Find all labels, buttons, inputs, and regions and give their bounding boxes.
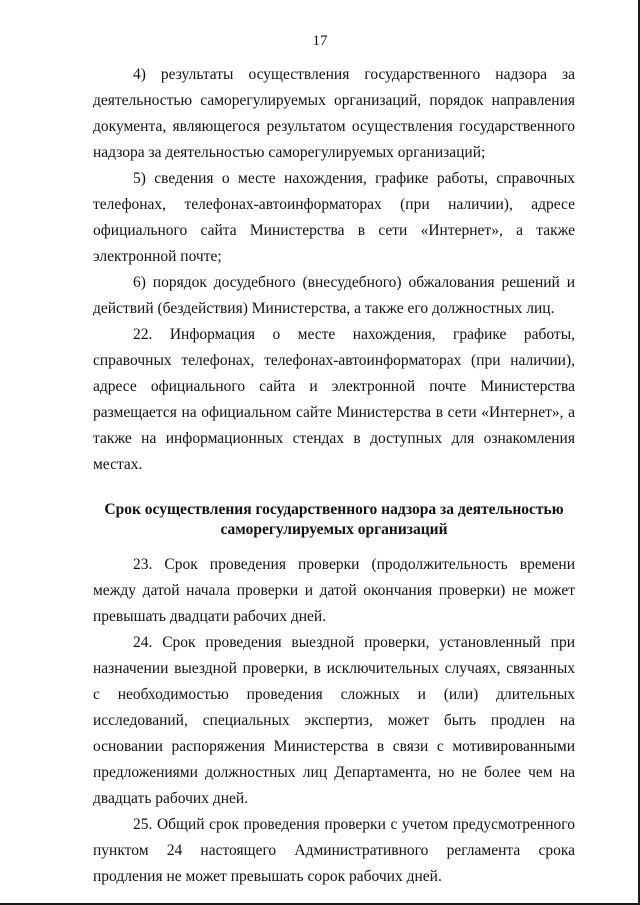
paragraph-23: 23. Срок проведения проверки (продолжительность времени между датой начала проверки и датой окончания проверки) не может превышать двадцати рабочих дней. (93, 556, 575, 625)
section-heading: Срок осуществления государственного надзора за деятельностью саморегулируемых организаций (104, 501, 564, 538)
document-body (93, 62, 575, 890)
paragraph-item-6: 6) порядок досудебного (внесудебного) обжалования решений и действий (бездействия) Министерства, а также его должностных лиц. (93, 274, 575, 317)
paragraph-item-4: 4) результаты осуществления государственного надзора за деятельностью саморегулируемых организаций, порядок направления документа, являющегося результатом осуществления государственного надзора за деятельностью саморегулируемых организаций; (93, 66, 575, 161)
page-number: 17 (312, 33, 328, 49)
paragraph-25: 25. Общий срок проведения проверки с учетом предусмотренного пунктом 24 настоящего Административного регламента срока продления не может превышать сорок рабочих дней. (93, 816, 575, 885)
paragraph-item-5: 5) сведения о месте нахождения, графике работы, справочных телефонах, телефонах-автоинформаторах (при наличии), адресе официального сайта Министерства в сети «Интернет», а также электронной почте; (93, 170, 575, 265)
paragraph-24: 24. Срок проведения выездной проверки, установленный при назначении выездной проверки, в исключительных случаях, связанных с необходимостью проведения сложных и (или) длительных исследований, специальных экспертиз, может быть продлен на основании распоряжения Министерства в связи с мотивированными предложениями должностных лиц Департамента, но не более чем на двадцать рабочих дней. (93, 634, 575, 807)
paragraph-22: 22. Информация о месте нахождения, графике работы, справочных телефонах, телефонах-автоинформаторах (при наличии), адресе официального сайта и электронной почте Министерства размещается на официальном сайте Министерства в сети «Интернет», а также на информационных стендах в доступных для ознакомления местах. (93, 326, 575, 473)
